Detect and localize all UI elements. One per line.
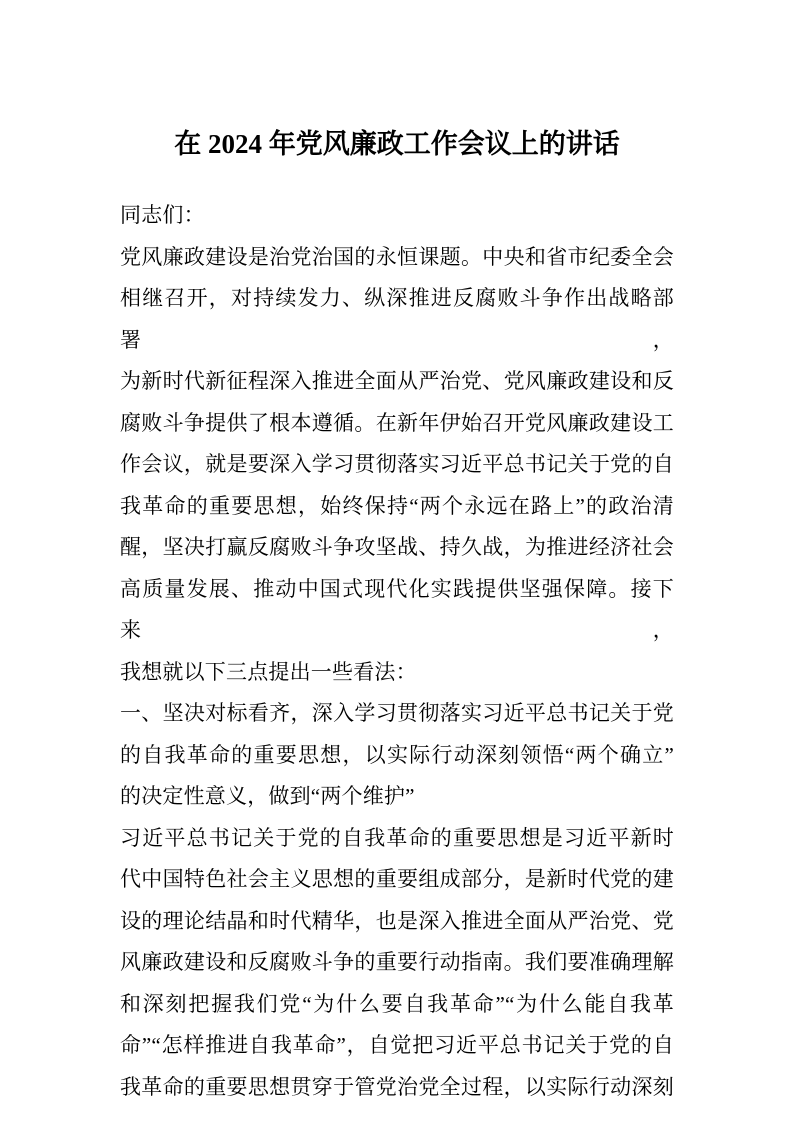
document-title: 在 2024 年党风廉政工作会议上的讲话 bbox=[174, 129, 620, 159]
paragraph-line: 醒，坚决打赢反腐败斗争攻坚战、持久战，为推进经济社会 bbox=[120, 535, 674, 559]
paragraph-line: 高质量发展、推动中国式现代化实践提供坚强保障。接下来， bbox=[120, 576, 674, 642]
paragraph-line: 相继召开，对持续发力、纵深推进反腐败斗争作出战略部署， bbox=[120, 286, 674, 352]
paragraph-line: 命”“怎样推进自我革命”，自觉把习近平总书记关于党的自 bbox=[120, 1033, 674, 1057]
paragraph-line: 党风廉政建设是治党治国的永恒课题。中央和省市纪委全会 bbox=[120, 244, 674, 269]
paragraph-line: 设的理论结晶和时代精华，也是深入推进全面从严治党、党 bbox=[120, 908, 674, 933]
section-heading-1 bbox=[120, 693, 674, 818]
paragraph-line: 作会议，就是要深入学习贯彻落实习近平总书记关于党的自 bbox=[120, 452, 674, 476]
section-heading-line: 一、坚决对标看齐，深入学习贯彻落实习近平总书记关于党 bbox=[120, 701, 674, 725]
paragraph-line: 腐败斗争提供了根本遵循。在新年伊始召开党风廉政建设工 bbox=[120, 410, 674, 435]
paragraph-line: 我革命的重要思想贯穿于管党治党全过程，以实际行动深刻 bbox=[120, 1074, 674, 1099]
section-heading-line: 的自我革命的重要思想，以实际行动深刻领悟“两个确立” bbox=[120, 742, 674, 767]
paragraph-line: 和深刻把握我们党“为什么要自我革命”“为什么能自我革 bbox=[120, 991, 674, 1016]
paragraph-line: 为新时代新征程深入推进全面从严治党、党风廉政建设和反 bbox=[120, 369, 674, 393]
section-heading-line: 的决定性意义，做到“两个维护” bbox=[120, 784, 415, 808]
salutation-line: 同志们： bbox=[120, 203, 205, 227]
paragraph-line: 我革命的重要思想，始终保持“两个永远在路上”的政治清 bbox=[120, 493, 674, 518]
paragraph-line: 代中国特色社会主义思想的重要组成部分，是新时代党的建 bbox=[120, 867, 674, 891]
paragraph-line: 习近平总书记关于党的自我革命的重要思想是习近平新时 bbox=[120, 825, 674, 850]
paragraph-line: 风廉政建设和反腐败斗争的重要行动指南。我们要准确理解 bbox=[120, 950, 674, 974]
body-paragraph-2 bbox=[120, 818, 674, 1109]
body-paragraph-1 bbox=[120, 237, 674, 694]
salutation-paragraph bbox=[120, 195, 674, 237]
paragraph-line: 我想就以下三点提出一些看法： bbox=[120, 659, 417, 684]
